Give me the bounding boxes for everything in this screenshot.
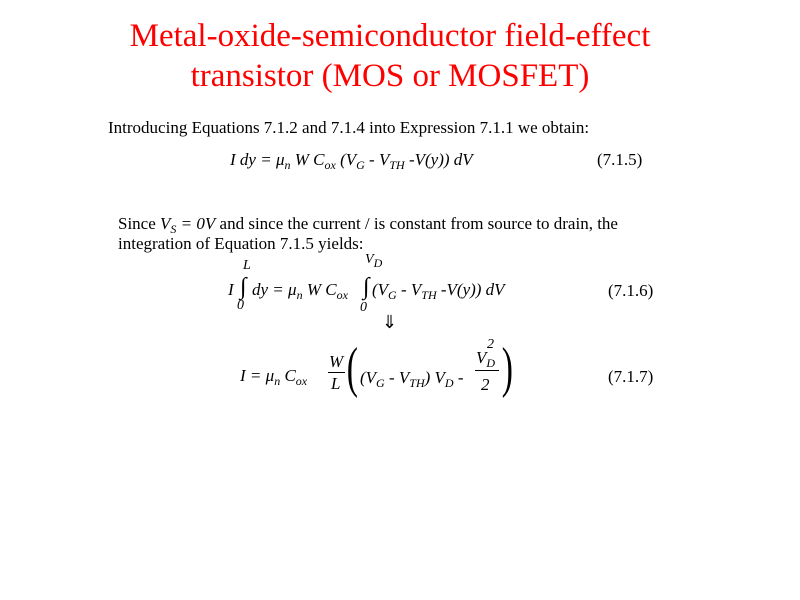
- integral-sign-1: ∫: [240, 274, 247, 300]
- fraction-denominator-2: 2: [481, 375, 490, 394]
- fraction-bar-W-L: [328, 372, 345, 373]
- fraction-L: L: [331, 374, 341, 393]
- integral-lower-limit-0b: 0: [360, 300, 367, 315]
- since-text-line-1: Since $V_S = 0V$ and since the current / is constant from source to drain, the: [118, 214, 618, 236]
- big-left-paren: (: [346, 337, 358, 399]
- fraction-numerator-VD: $V_D$: [476, 348, 496, 370]
- equation-7-1-5: I dy = $\mu_n$ W $C_{ox}$ ($V_G - V_{TH}$ -V(y)) dV: [230, 150, 473, 172]
- fraction-numerator-exponent: 2: [487, 337, 494, 352]
- equation-number-7-1-5: (7.1.5): [597, 150, 643, 169]
- fraction-W: W: [329, 352, 344, 371]
- equation-7-1-7-lhs: $I = \mu_n$ $C_{ox}$: [240, 366, 308, 388]
- big-right-paren: ): [501, 337, 513, 399]
- equation-number-7-1-7: (7.1.7): [608, 367, 654, 386]
- integral-lower-limit-0: 0: [237, 298, 244, 313]
- integral-sign-2: ∫: [363, 274, 370, 300]
- slide-title-line-2: transistor (MOS or MOSFET): [190, 58, 590, 94]
- equation-number-7-1-6: (7.1.6): [608, 281, 654, 300]
- since-text-line-2: integration of Equation 7.1.5 yields:: [118, 234, 364, 253]
- equation-7-1-7-middle: $(V_G - V_{TH})$ $V_D$ -: [360, 368, 464, 390]
- integral-upper-limit-VD: VD: [365, 252, 383, 270]
- equation-7-1-6-lhs: dy = $\mu_n$ W $C_{ox}$: [252, 280, 348, 302]
- integral-upper-limit-L: L: [243, 258, 251, 273]
- intro-text: Introducing Equations 7.1.2 and 7.1.4 into Expression 7.1.1 we obtain:: [108, 118, 590, 137]
- slide-title-line-1: Metal-oxide-semiconductor field-effect: [129, 18, 651, 54]
- fraction-bar-VD-2: [475, 370, 499, 371]
- implies-arrow: ⇓: [382, 312, 398, 332]
- equation-7-1-6-I: I: [228, 280, 234, 299]
- equation-7-1-6-rhs: ($V_G - V_{TH}$ -V(y)) dV: [372, 280, 505, 302]
